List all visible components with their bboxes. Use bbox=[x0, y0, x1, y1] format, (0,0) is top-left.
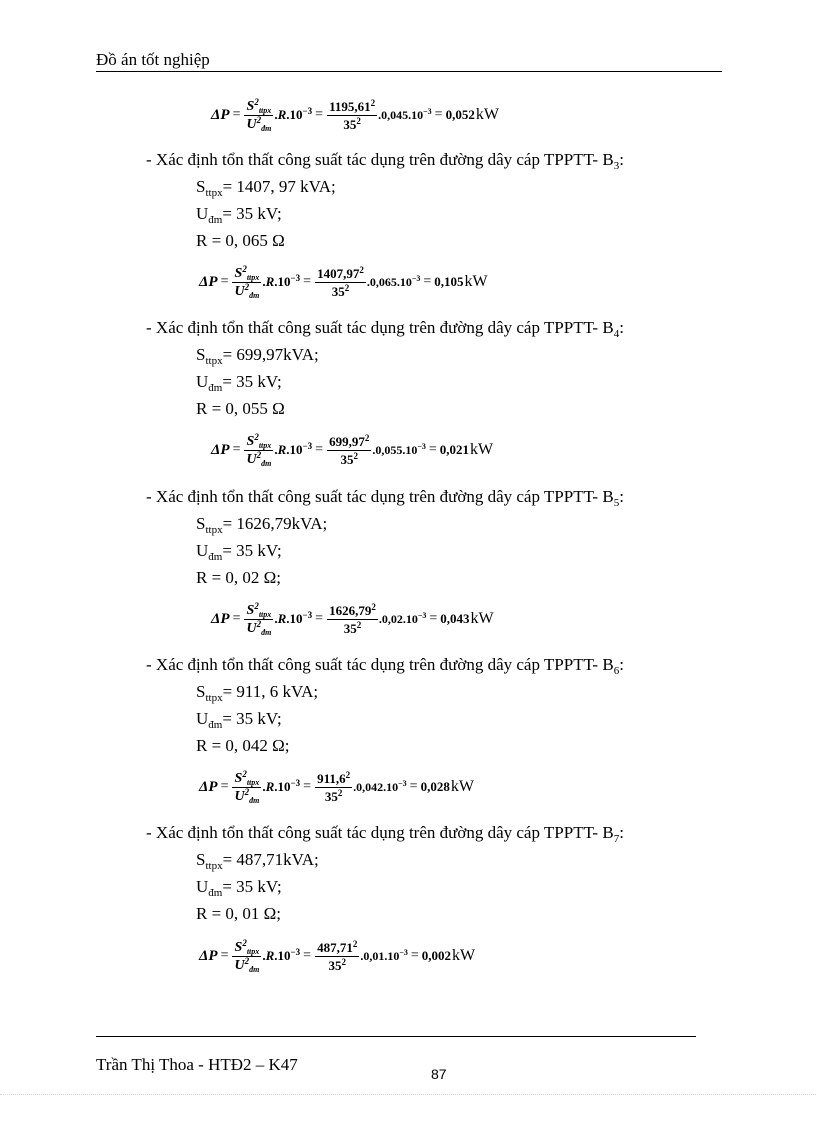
param-u-dm: $U_{đm}= 35$ kV; bbox=[196, 541, 282, 563]
formula-numerator: 1195,61 bbox=[329, 98, 371, 114]
footer-rule bbox=[96, 1036, 696, 1037]
param-r: R = 0, 065 Ω bbox=[196, 231, 285, 250]
formula-mid: $.0,045.10^{-3}$ bbox=[378, 106, 432, 122]
page-header-title: Đồ án tốt nghiệp bbox=[96, 50, 210, 69]
param-u-dm: $U_{đm}= 35$ kV; bbox=[196, 709, 282, 731]
u-sup: 2 bbox=[256, 114, 262, 125]
formula-result: 0,028 bbox=[420, 779, 450, 794]
formula-delta-p: ΔP = $\frac{S^2_{ttpx}}{U^2_{đm}}$ $.R.10^{-3}$ = $\frac{911,6^2}{35^2}$ $.0,042.10^{-3}$ = 0,028 kW bbox=[199, 768, 474, 805]
page-number: 87 bbox=[431, 1066, 447, 1082]
section-heading: - Xác định tổn thất công suất tác dụng trên đường dây cáp TPPTT- $B_6$: bbox=[146, 655, 624, 677]
param-r: R = 0, 01 Ω; bbox=[196, 904, 282, 923]
param-s-ttpx: $S_{ttpx}= 1407$, 97 kVA; bbox=[196, 177, 336, 199]
section-heading: - Xác định tổn thất công suất tác dụng trên đường dây cáp TPPTT- $B_3$: bbox=[146, 150, 624, 172]
formula-numerator: 487,71 bbox=[317, 939, 353, 955]
s-sup: 2 bbox=[254, 96, 259, 107]
formula-result: 0,052 bbox=[445, 107, 475, 122]
formula-result: 0,002 bbox=[421, 948, 452, 963]
section-heading: - Xác định tổn thất công suất tác dụng trên đường dây cáp TPPTT- $B_4$: bbox=[146, 318, 624, 340]
param-u-dm: $U_{đm}= 35$ kV; bbox=[196, 877, 282, 899]
formula-result: 0,105 bbox=[434, 274, 464, 289]
section-heading: - Xác định tổn thất công suất tác dụng trên đường dây cáp TPPTT- $B_5$: bbox=[146, 487, 624, 509]
param-s-ttpx: $S_{ttpx}= 699,97kVA$; bbox=[196, 345, 319, 367]
formula-numerator: 1407,97 bbox=[317, 265, 360, 281]
formula-s-over-u bbox=[244, 98, 273, 133]
s-symbol: S bbox=[246, 98, 255, 114]
param-s-ttpx: $S_{ttpx}= 911$, 6 kVA; bbox=[196, 682, 319, 704]
formula-delta-p: ΔP = $\frac{S^2_{ttpx}}{U^2_{đm}}$ $.R.10^{-3}$ = $\frac{1407,97^2}{35^2}$ $.0,065.10^{-3}$ = 0,105 kW bbox=[199, 263, 488, 300]
formula-result: 0,043 bbox=[440, 611, 470, 626]
footer-author: Trần Thị Thoa - HTĐ2 – K47 bbox=[96, 1055, 298, 1074]
formula-delta-p: ΔP = $\frac{S^2_{ttpx}}{U^2_{đm}}$ $.R.10^{-3}$ = $\frac{487,71^2}{35^2}$ $.0,01.10^{-3}$ = 0,002 kW bbox=[199, 937, 476, 974]
param-u-dm: $U_{đm}= 35$ kV; bbox=[196, 372, 282, 394]
formula-delta-p: ΔP = $\frac{S^2_{ttpx}}{U^2_{đm}}$ $.R.10^{-3}$ = $\frac{1195,61^2}{35^2}$ $.0,045.10^{-3}$ = 0,052 kW bbox=[211, 96, 499, 133]
page-edge bbox=[0, 1094, 816, 1095]
formula-denominator: 35 bbox=[343, 116, 357, 132]
formula-numerator: 699,97 bbox=[329, 433, 365, 449]
formula-value-fraction: $\frac{1195,61^2}{35^2}$ bbox=[329, 97, 376, 132]
param-s-ttpx: $S_{ttpx}= 1626,79kVA$; bbox=[196, 514, 328, 536]
formula-numerator: 1626,79 bbox=[329, 602, 372, 618]
param-r: R = 0, 042 Ω; bbox=[196, 736, 290, 755]
formula-lhs: ΔP bbox=[211, 106, 230, 123]
formula-delta-p: ΔP = $\frac{S^2_{ttpx}}{U^2_{đm}}$ $.R.10^{-3}$ = $\frac{699,97^2}{35^2}$ $.0,055.10^{-3}$ = 0,021 kW bbox=[211, 431, 494, 468]
u-symbol: U bbox=[246, 116, 257, 132]
formula-numerator: 911,6 bbox=[317, 770, 346, 786]
formula-unit: kW bbox=[475, 106, 499, 123]
param-r: R = 0, 055 Ω bbox=[196, 399, 285, 418]
formula-r-term: $.R.10^{-3}$ bbox=[274, 106, 313, 122]
param-r: R = 0, 02 Ω; bbox=[196, 568, 282, 587]
u-sub: đm bbox=[261, 123, 272, 133]
formula-equals: = bbox=[232, 107, 241, 122]
formula-delta-p: ΔP = $\frac{S^2_{ttpx}}{U^2_{đm}}$ $.R.10^{-3}$ = $\frac{1626,79^2}{35^2}$ $.0,02.10^{-3}$ = 0,043 kW bbox=[211, 600, 494, 637]
s-sub: ttpx bbox=[258, 105, 272, 115]
param-s-ttpx: $S_{ttpx}= 487,71kVA$; bbox=[196, 850, 319, 872]
header-rule bbox=[96, 71, 722, 72]
section-heading: - Xác định tổn thất công suất tác dụng trên đường dây cáp TPPTT- $B_7$: bbox=[146, 823, 624, 845]
param-u-dm: $U_{đm}= 35$ kV; bbox=[196, 204, 282, 226]
formula-result: 0,021 bbox=[439, 442, 470, 457]
